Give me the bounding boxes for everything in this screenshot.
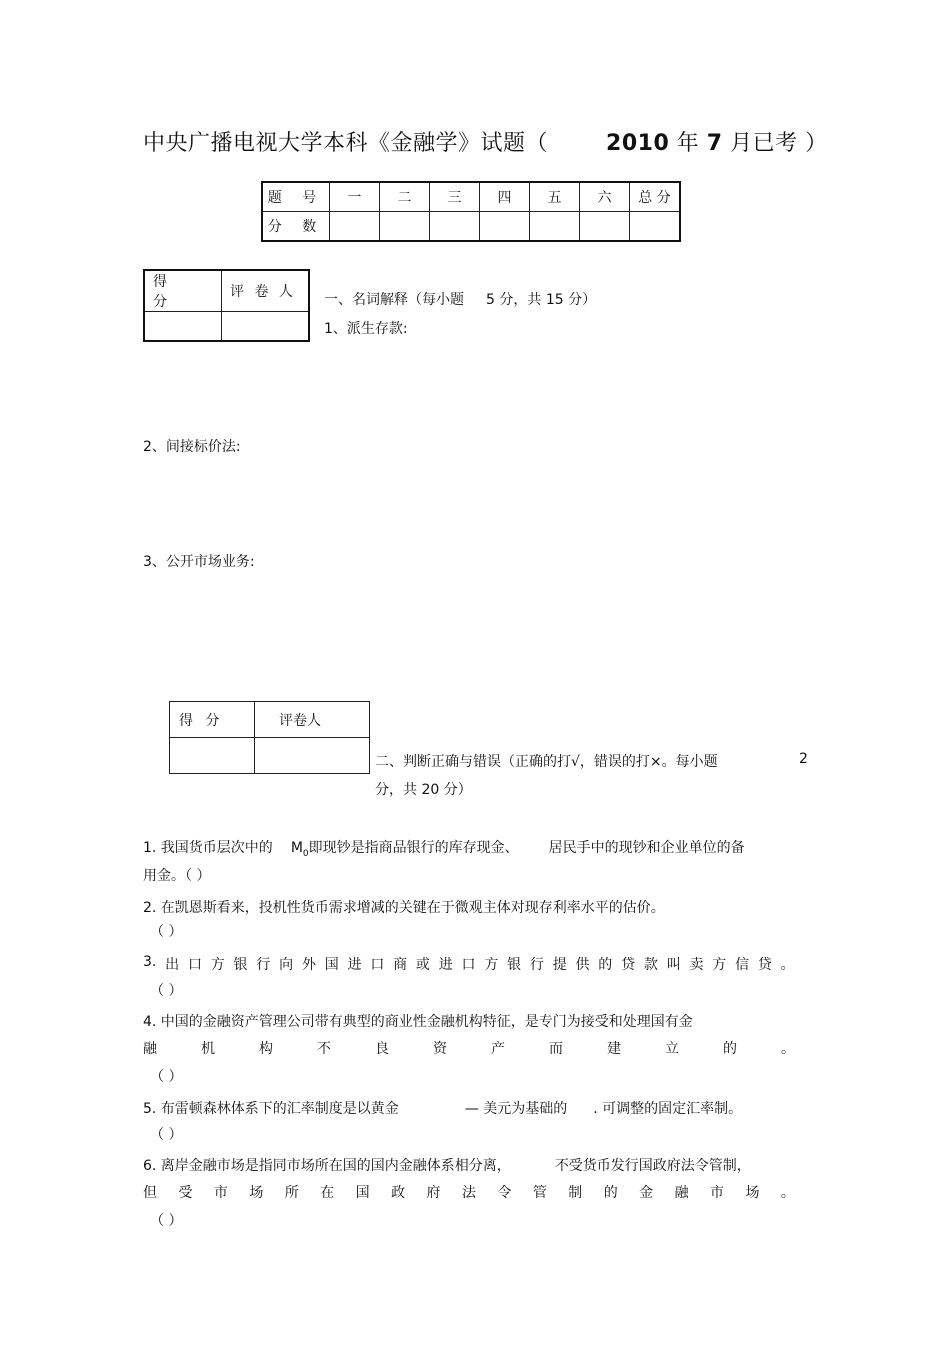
score-cell[interactable] — [480, 212, 530, 242]
grader-box-score-label: 得 分 — [144, 270, 222, 312]
grader-box-grader-label: 评卷人 — [255, 702, 370, 738]
question-5-line1: 5. 布雷顿森林体系下的汇率制度是以黄金 — 美元为基础的 . 可调整的固定汇率制。 — [143, 1101, 743, 1117]
score-table-header-cell: 六 — [580, 182, 630, 212]
title-main: 中央广播电视大学本科《金融学》试题（ — [143, 131, 549, 156]
grader-box-2 — [169, 701, 370, 774]
question-4-line1: 4. 中国的金融资产管理公司带有典型的商业性金融机构特征，是专门为接受和处理国有金 — [143, 1014, 693, 1030]
score-table-header-cell: 题 号 — [262, 182, 330, 212]
section2-heading-points: 2 — [799, 751, 808, 767]
question-1-line2: 用金。（ ） — [143, 868, 211, 884]
question-6-answer: （ ） — [150, 1213, 183, 1229]
score-cell[interactable] — [430, 212, 480, 242]
question-2-answer: （ ） — [150, 924, 183, 940]
question-4-line2: 融 机 构 不 良 资 产 而 建 立 的 。 — [143, 1041, 795, 1057]
grader-box-grader-label: 评 卷 人 — [222, 270, 310, 312]
score-table-header-cell: 一 — [330, 182, 380, 212]
question-3-answer: （ ） — [150, 983, 183, 999]
score-table-header-cell: 五 — [530, 182, 580, 212]
section2-heading-line1: 二、判断正确与错误（正确的打√，错误的打×。每小题 — [375, 754, 718, 770]
title-month: 7 — [706, 131, 723, 156]
exam-title — [143, 126, 828, 157]
score-cell[interactable] — [330, 212, 380, 242]
question-1-line1: 1. 我国货币层次中的 $M_0$即现钞是指商品银行的库存现金、 居民手中的现钞和企业单位的备 — [143, 840, 745, 859]
section1-question-3: 3、公开市场业务: — [143, 554, 255, 570]
question-2-line1: 2. 在凯恩斯看来，投机性货币需求增减的关键在于微观主体对现存利率水平的估价。 — [143, 900, 665, 916]
score-table — [261, 181, 681, 242]
score-table-header-cell: 四 — [480, 182, 530, 212]
score-cell[interactable] — [530, 212, 580, 242]
grader-box-score-cell[interactable] — [170, 738, 255, 774]
score-table-header-cell: 总 分 — [630, 182, 681, 212]
score-cell[interactable] — [380, 212, 430, 242]
grader-box-score-cell[interactable] — [144, 312, 222, 342]
title-year-unit: 年 — [676, 131, 700, 156]
score-table-row-label: 分 数 — [262, 212, 330, 242]
score-table-score-row — [262, 212, 680, 242]
title-tail: 月已考 ） — [730, 131, 828, 156]
question-3-line1: 3. 出 口 方 银 行 向 外 国 进 口 商 或 进 口 方 银 行 提 供 的 贷 款 叫 卖 方 信 贷 。 — [143, 954, 795, 973]
score-table-header-cell: 二 — [380, 182, 430, 212]
section1-question-2: 2、间接标价法: — [143, 439, 241, 455]
section1-heading: 一、名词解释（每小题 5 分，共 15 分） — [324, 292, 597, 308]
question-4-answer: （ ） — [150, 1069, 183, 1085]
grader-box-grader-cell[interactable] — [222, 312, 310, 342]
section1-question-1: 1、派生存款: — [324, 321, 408, 337]
question-6-line1: 6. 离岸金融市场是指同市场所在国的国内金融体系相分离， 不受货币发行国政府法令管制， — [143, 1158, 751, 1174]
score-table-header-row — [262, 182, 680, 212]
question-6-line2: 但 受 市 场 所 在 国 政 府 法 令 管 制 的 金 融 市 场 。 — [143, 1185, 795, 1201]
score-table-header-cell: 三 — [430, 182, 480, 212]
question-5-answer: （ ） — [150, 1127, 183, 1143]
section2-heading-line2: 分，共 20 分） — [375, 782, 472, 798]
grader-box-score-label: 得 分 — [170, 702, 255, 738]
grader-box-grader-cell[interactable] — [255, 738, 370, 774]
grader-box-1 — [143, 269, 310, 342]
score-cell[interactable] — [580, 212, 630, 242]
title-year: 2010 — [606, 131, 670, 156]
score-cell[interactable] — [630, 212, 681, 242]
